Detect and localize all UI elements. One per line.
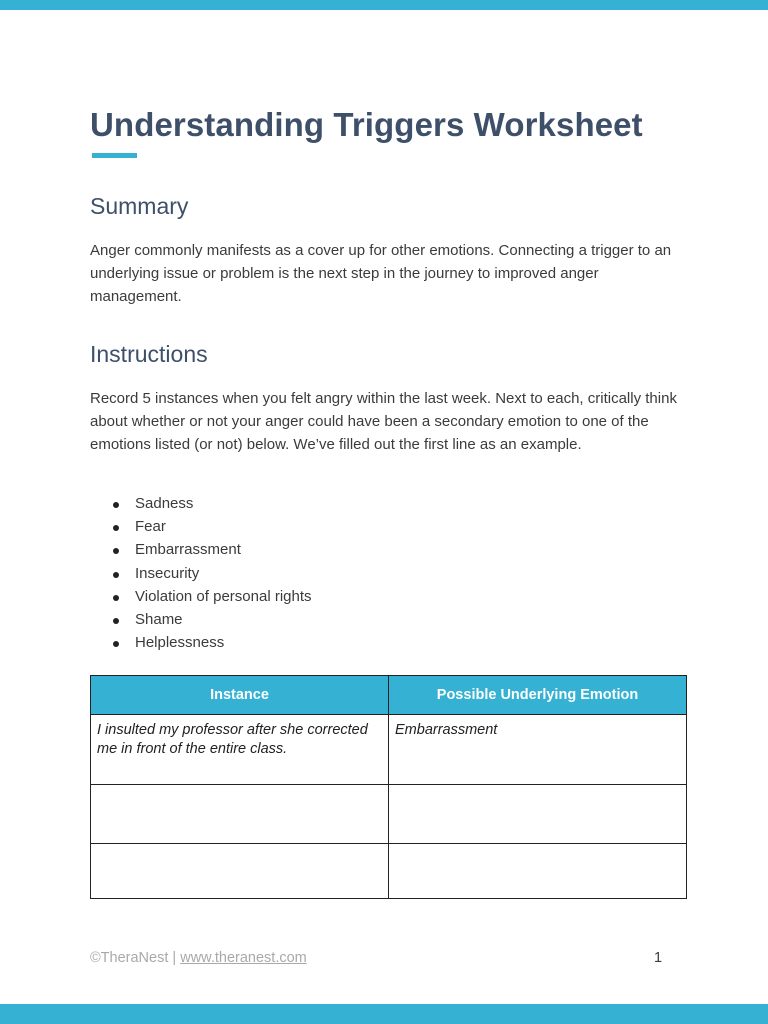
title-underline (92, 153, 137, 158)
bullet-icon (113, 525, 119, 531)
instance-cell[interactable] (91, 844, 389, 899)
emotion-label: Shame (135, 611, 183, 629)
summary-text: Anger commonly manifests as a cover up for other emotions. Connecting a trigger to an underlying issue or problem is the next step in the journey to improved anger management. (90, 242, 672, 305)
table-row (91, 785, 687, 844)
footer-website-link[interactable]: www.theranest.com (180, 950, 307, 966)
instructions-text: Record 5 instances when you felt angry within the last week. Next to each, critically think about whether or not your anger could have been a secondary emotion to one of the emotions listed (or not) below. We’ve filled out the first line as an example. (90, 390, 677, 453)
bullet-icon (113, 618, 119, 624)
instance-cell[interactable] (91, 785, 389, 844)
page-number: 1 (654, 950, 663, 966)
bullet-icon (113, 502, 119, 508)
instructions-heading: Instructions (90, 341, 208, 367)
emotion-cell[interactable] (389, 844, 687, 899)
table-row (91, 715, 687, 785)
emotion-label: Sadness (135, 495, 194, 512)
list-item (90, 538, 312, 561)
bullet-icon (113, 572, 119, 578)
footer (90, 950, 307, 966)
emotion-label: Embarrassment (135, 541, 241, 559)
list-item (90, 608, 312, 631)
footer-separator: | (168, 950, 181, 966)
emotion-label: Violation of personal rights (135, 587, 312, 605)
emotion-list (90, 492, 312, 654)
list-item (90, 515, 312, 538)
emotion-cell[interactable] (389, 785, 687, 844)
bottom-accent-bar (0, 1004, 768, 1024)
table-row (91, 844, 687, 899)
bullet-icon (113, 548, 119, 554)
emotion-label: Fear (135, 518, 166, 536)
list-item (90, 585, 312, 608)
emotion-cell[interactable]: Embarrassment (389, 715, 687, 785)
bullet-icon (113, 595, 119, 601)
bullet-icon (113, 641, 119, 647)
footer-copyright: ©TheraNest (90, 950, 169, 966)
header-underlying-emotion: Possible Underlying Emotion (389, 676, 687, 715)
emotion-label: Helplessness (135, 634, 225, 652)
page-title: Understanding Triggers Worksheet (90, 106, 643, 143)
top-accent-bar (0, 0, 768, 10)
list-item (90, 631, 312, 654)
header-instance: Instance (91, 676, 389, 715)
list-item (90, 562, 312, 585)
emotion-label: Insecurity (135, 564, 200, 582)
triggers-table (90, 675, 687, 899)
instance-cell[interactable]: I insulted my professor after she corrected me in front of the entire class. (91, 715, 389, 785)
summary-heading: Summary (90, 193, 189, 219)
table-header-row (91, 676, 687, 715)
list-item (90, 492, 312, 515)
